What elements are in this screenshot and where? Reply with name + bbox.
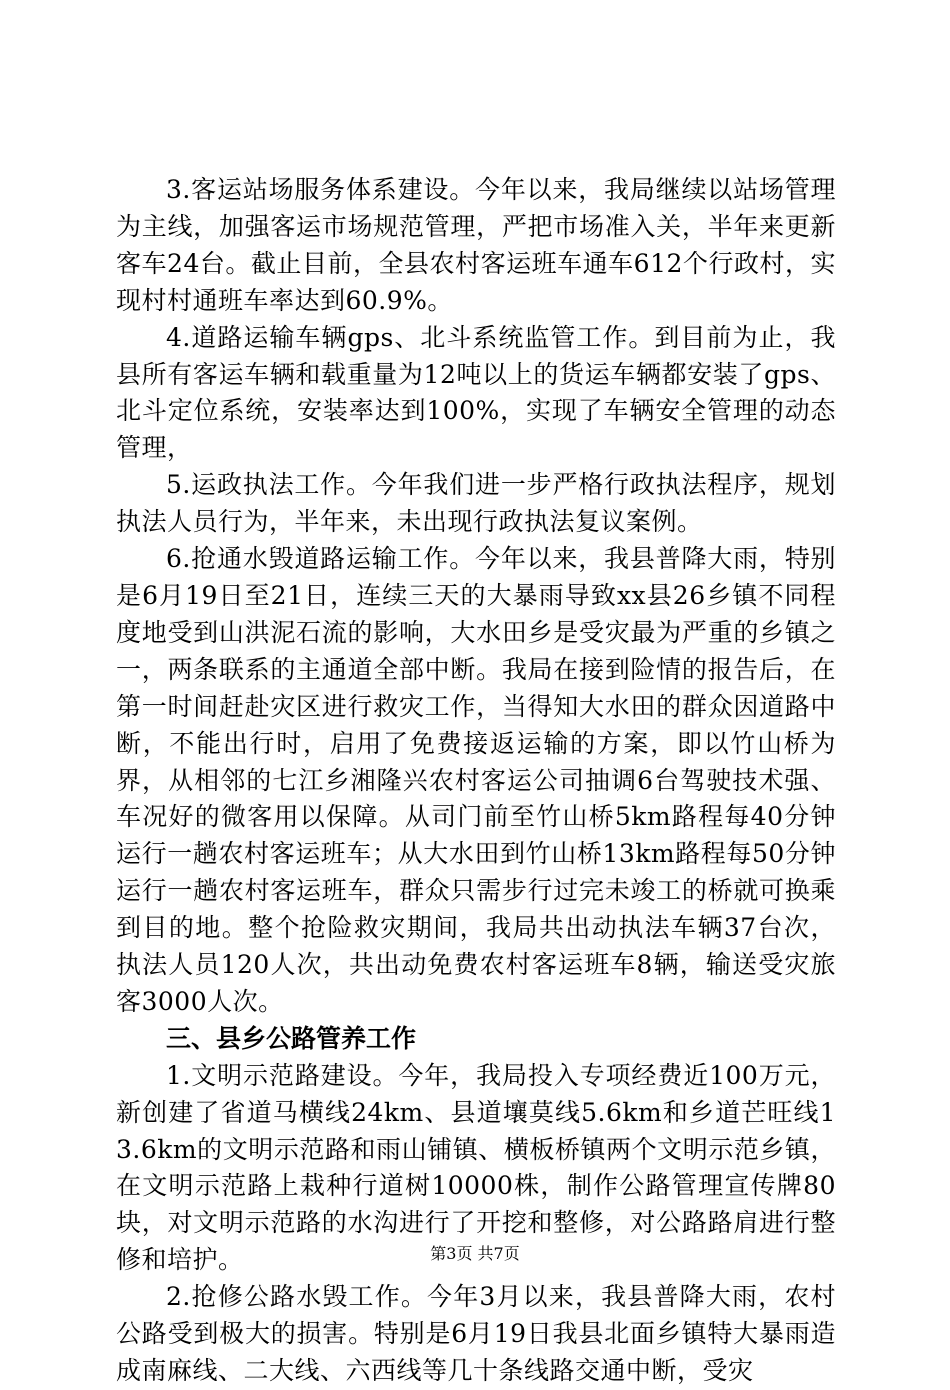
paragraph-vehicle-gps-supervision: 4.道路运输车辆gps、北斗系统监管工作。到目前为止，我县所有客运车辆和载重量为12吨以上的货运车辆都安装了gps、北斗定位系统，安装率达到100%，实现了车辆安全管理的动态管理， — [116, 322, 836, 463]
paragraph-passenger-station: 3.客运站场服务体系建设。今年以来，我局继续以站场管理为主线，加强客运市场规范管理，严把市场准入关，半年来更新客车24台。截止目前，全县农村客运班车通车612个行政村，实现村村通班车率达到60.9%。 — [116, 175, 836, 315]
paragraph-law-enforcement: 5.运政执法工作。今年我们进一步严格行政执法程序，规划执法人员行为，半年来，未出现行政执法复议案例。 — [116, 470, 836, 537]
section-heading: 三、县乡公路管养工作 — [166, 1023, 417, 1053]
paragraph-model-road: 1.文明示范路建设。今年，我局投入专项经费近100万元，新创建了省道马横线24km、县道壤莫线5.6km和乡道芒旺线13.6km的文明示范路和雨山铺镇、横板桥镇两个文明示范乡镇，在文明示范路上栽种行道树10000株，制作公路管理宣传牌80块，对文明示范路的水沟进行了开挖和整修，对公路路肩进行整修和培护。 — [116, 1060, 836, 1275]
paragraph-flood-road-transport: 6.抢通水毁道路运输工作。今年以来，我县普降大雨，特别是6月19日至21日，连续三天的大暴雨导致xx县26乡镇不同程度地受到山洪泥石流的影响，大水田乡是受灾最为严重的乡镇之一，两条联系的主通道全部中断。我局在接到险情的报告后，在第一时间赶赴灾区进行救灾工作，当得知大水田的群众因道路中断，不能出行时，启用了免费接返运输的方案，即以竹山桥为界，从相邻的七江乡湘隆兴农村客运公司抽调6台驾驶技术强、车况好的微客用以保障。从司门前至竹山桥5km路程每40分钟运行一趟农村客运班车；从大水田到竹山桥13km路程每50分钟运行一趟农村客运班车，群众只需步行过完未竣工的桥就可换乘到目的地。整个抢险救灾期间，我局共出动执法车辆37台次，执法人员120人次，共出动免费农村客运班车8辆，输送受灾旅客3000人次。 — [116, 544, 836, 1016]
paragraph-road-flood-repair: 2.抢修公路水毁工作。今年3月以来，我县普降大雨，农村公路受到极大的损害。特别是6月19日我县北面乡镇特大暴雨造成南麻线、二大线、六西线等几十条线路交通中断，受灾 — [116, 1282, 836, 1385]
document-body — [116, 172, 836, 1390]
page-number-footer: 第3页 共7页 — [430, 1244, 520, 1263]
